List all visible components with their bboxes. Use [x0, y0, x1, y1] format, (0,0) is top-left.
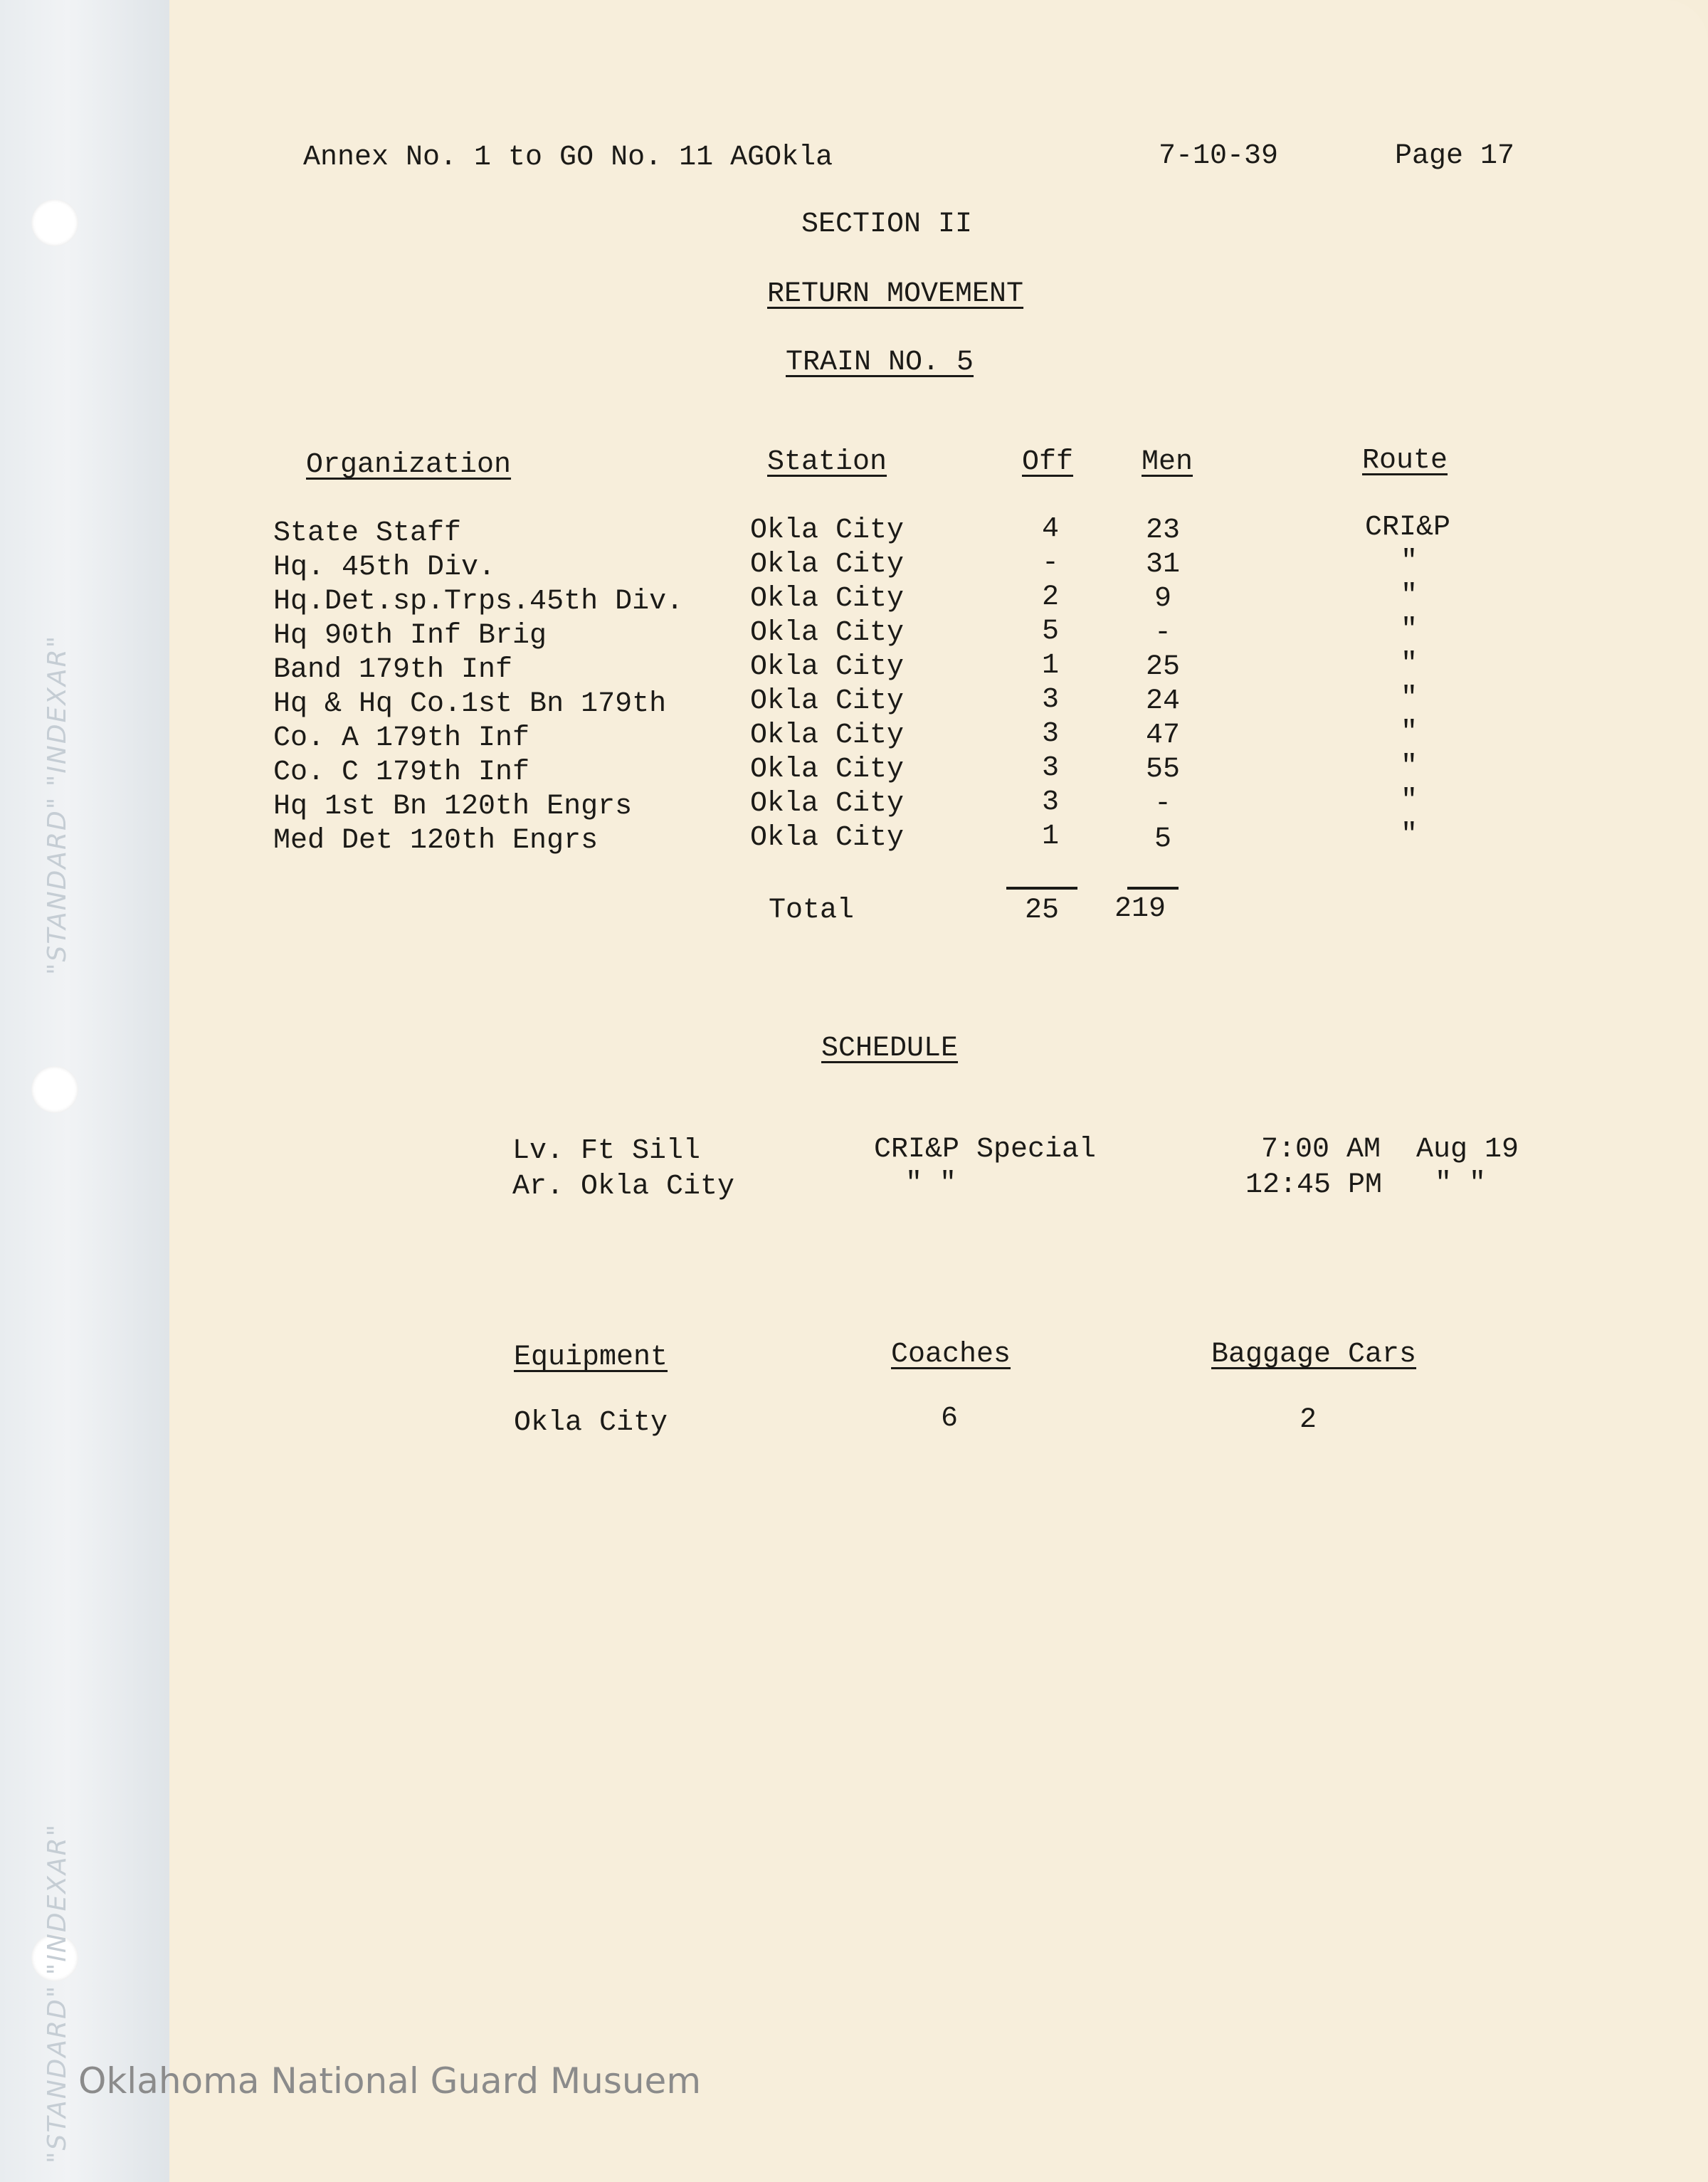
total-rule-off	[1006, 887, 1077, 890]
men-cell: 55	[1145, 754, 1180, 786]
total-label: Total	[769, 895, 855, 927]
organization-cell: Med Det 120th Engrs	[273, 825, 599, 857]
equipment-place: Okla City	[514, 1407, 668, 1439]
route-cell: "	[1401, 546, 1418, 578]
route-cell: CRI&P	[1365, 512, 1451, 544]
men-cell: 25	[1145, 651, 1180, 683]
strip-imprint: "STANDARD" "INDEXAR"	[43, 1823, 72, 2163]
station-cell: Okla City	[750, 685, 905, 717]
total-men: 219	[1114, 893, 1166, 925]
column-header-off: Off	[1022, 446, 1074, 478]
route-cell: "	[1401, 682, 1418, 715]
schedule-train: " "	[905, 1168, 957, 1200]
station-cell: Okla City	[750, 822, 905, 854]
off-cell: -	[1041, 547, 1059, 579]
coaches-count: 6	[940, 1403, 958, 1435]
baggage-cars-heading: Baggage Cars	[1211, 1339, 1417, 1371]
baggage-cars-count: 2	[1299, 1404, 1317, 1436]
punch-hole	[31, 1066, 78, 1113]
station-cell: Okla City	[750, 720, 905, 752]
men-cell: 5	[1154, 823, 1171, 855]
off-cell: 3	[1041, 786, 1059, 818]
section-heading: SECTION II	[801, 209, 973, 241]
schedule-train: CRI&P Special	[874, 1134, 1097, 1166]
men-cell: -	[1154, 788, 1171, 820]
men-cell: 31	[1145, 549, 1180, 581]
off-cell: 3	[1041, 718, 1059, 750]
organization-cell: Hq. 45th Div.	[273, 552, 496, 584]
document-page	[169, 0, 1708, 2182]
men-cell: 47	[1145, 720, 1180, 752]
station-cell: Okla City	[750, 651, 905, 683]
organization-cell: Hq 90th Inf Brig	[273, 620, 547, 652]
route-cell: "	[1401, 717, 1418, 749]
station-cell: Okla City	[750, 549, 905, 581]
off-cell: 3	[1041, 752, 1059, 784]
station-cell: Okla City	[750, 515, 905, 547]
schedule-heading: SCHEDULE	[821, 1033, 959, 1065]
organization-cell: State Staff	[273, 517, 462, 549]
off-cell: 2	[1041, 581, 1059, 613]
men-cell: 24	[1145, 685, 1180, 717]
punch-hole	[31, 199, 78, 246]
off-cell: 4	[1041, 513, 1059, 545]
column-header-men: Men	[1142, 446, 1193, 478]
organization-cell: Hq & Hq Co.1st Bn 179th	[273, 688, 667, 720]
men-cell: 9	[1154, 583, 1171, 615]
station-cell: Okla City	[750, 788, 905, 820]
off-cell: 3	[1041, 684, 1059, 716]
route-cell: "	[1401, 819, 1418, 851]
route-cell: "	[1401, 751, 1418, 783]
total-off: 25	[1024, 895, 1059, 927]
train-heading: TRAIN NO. 5	[786, 347, 974, 379]
coaches-heading: Coaches	[891, 1339, 1011, 1371]
equipment-heading: Equipment	[514, 1342, 668, 1374]
schedule-date: " "	[1435, 1168, 1487, 1200]
station-cell: Okla City	[750, 583, 905, 615]
document-date: 7-10-39	[1159, 140, 1279, 172]
organization-cell: Co. A 179th Inf	[273, 722, 530, 754]
museum-watermark: Oklahoma National Guard Musuem	[78, 2060, 702, 2102]
route-cell: "	[1401, 614, 1418, 646]
schedule-time: 12:45 PM	[1245, 1169, 1383, 1201]
off-cell: 1	[1041, 650, 1059, 682]
organization-cell: Hq 1st Bn 120th Engrs	[273, 791, 633, 823]
off-cell: 5	[1041, 616, 1059, 648]
schedule-place: Lv. Ft Sill	[512, 1135, 701, 1167]
schedule-place: Ar. Okla City	[512, 1171, 735, 1203]
page-number: Page 17	[1395, 140, 1515, 172]
organization-cell: Hq.Det.sp.Trps.45th Div.	[273, 586, 684, 618]
men-cell: 23	[1145, 515, 1180, 547]
men-cell: -	[1154, 617, 1171, 649]
annex-reference: Annex No. 1 to GO No. 11 AGOkla	[303, 142, 833, 174]
strip-imprint: "STANDARD" "INDEXAR"	[43, 634, 72, 975]
route-cell: "	[1401, 580, 1418, 612]
organization-cell: Co. C 179th Inf	[273, 757, 530, 789]
column-header-organization: Organization	[306, 449, 512, 481]
movement-heading: RETURN MOVEMENT	[767, 278, 1024, 310]
schedule-time: 7:00 AM	[1261, 1134, 1381, 1166]
off-cell: 1	[1041, 821, 1059, 853]
route-cell: "	[1401, 785, 1418, 817]
column-header-route: Route	[1362, 445, 1448, 477]
organization-cell: Band 179th Inf	[273, 654, 513, 686]
station-cell: Okla City	[750, 617, 905, 649]
column-header-station: Station	[767, 446, 887, 478]
binder-strip	[0, 0, 171, 2182]
schedule-date: Aug 19	[1416, 1134, 1519, 1166]
total-rule-men	[1127, 887, 1179, 890]
station-cell: Okla City	[750, 754, 905, 786]
route-cell: "	[1401, 648, 1418, 680]
